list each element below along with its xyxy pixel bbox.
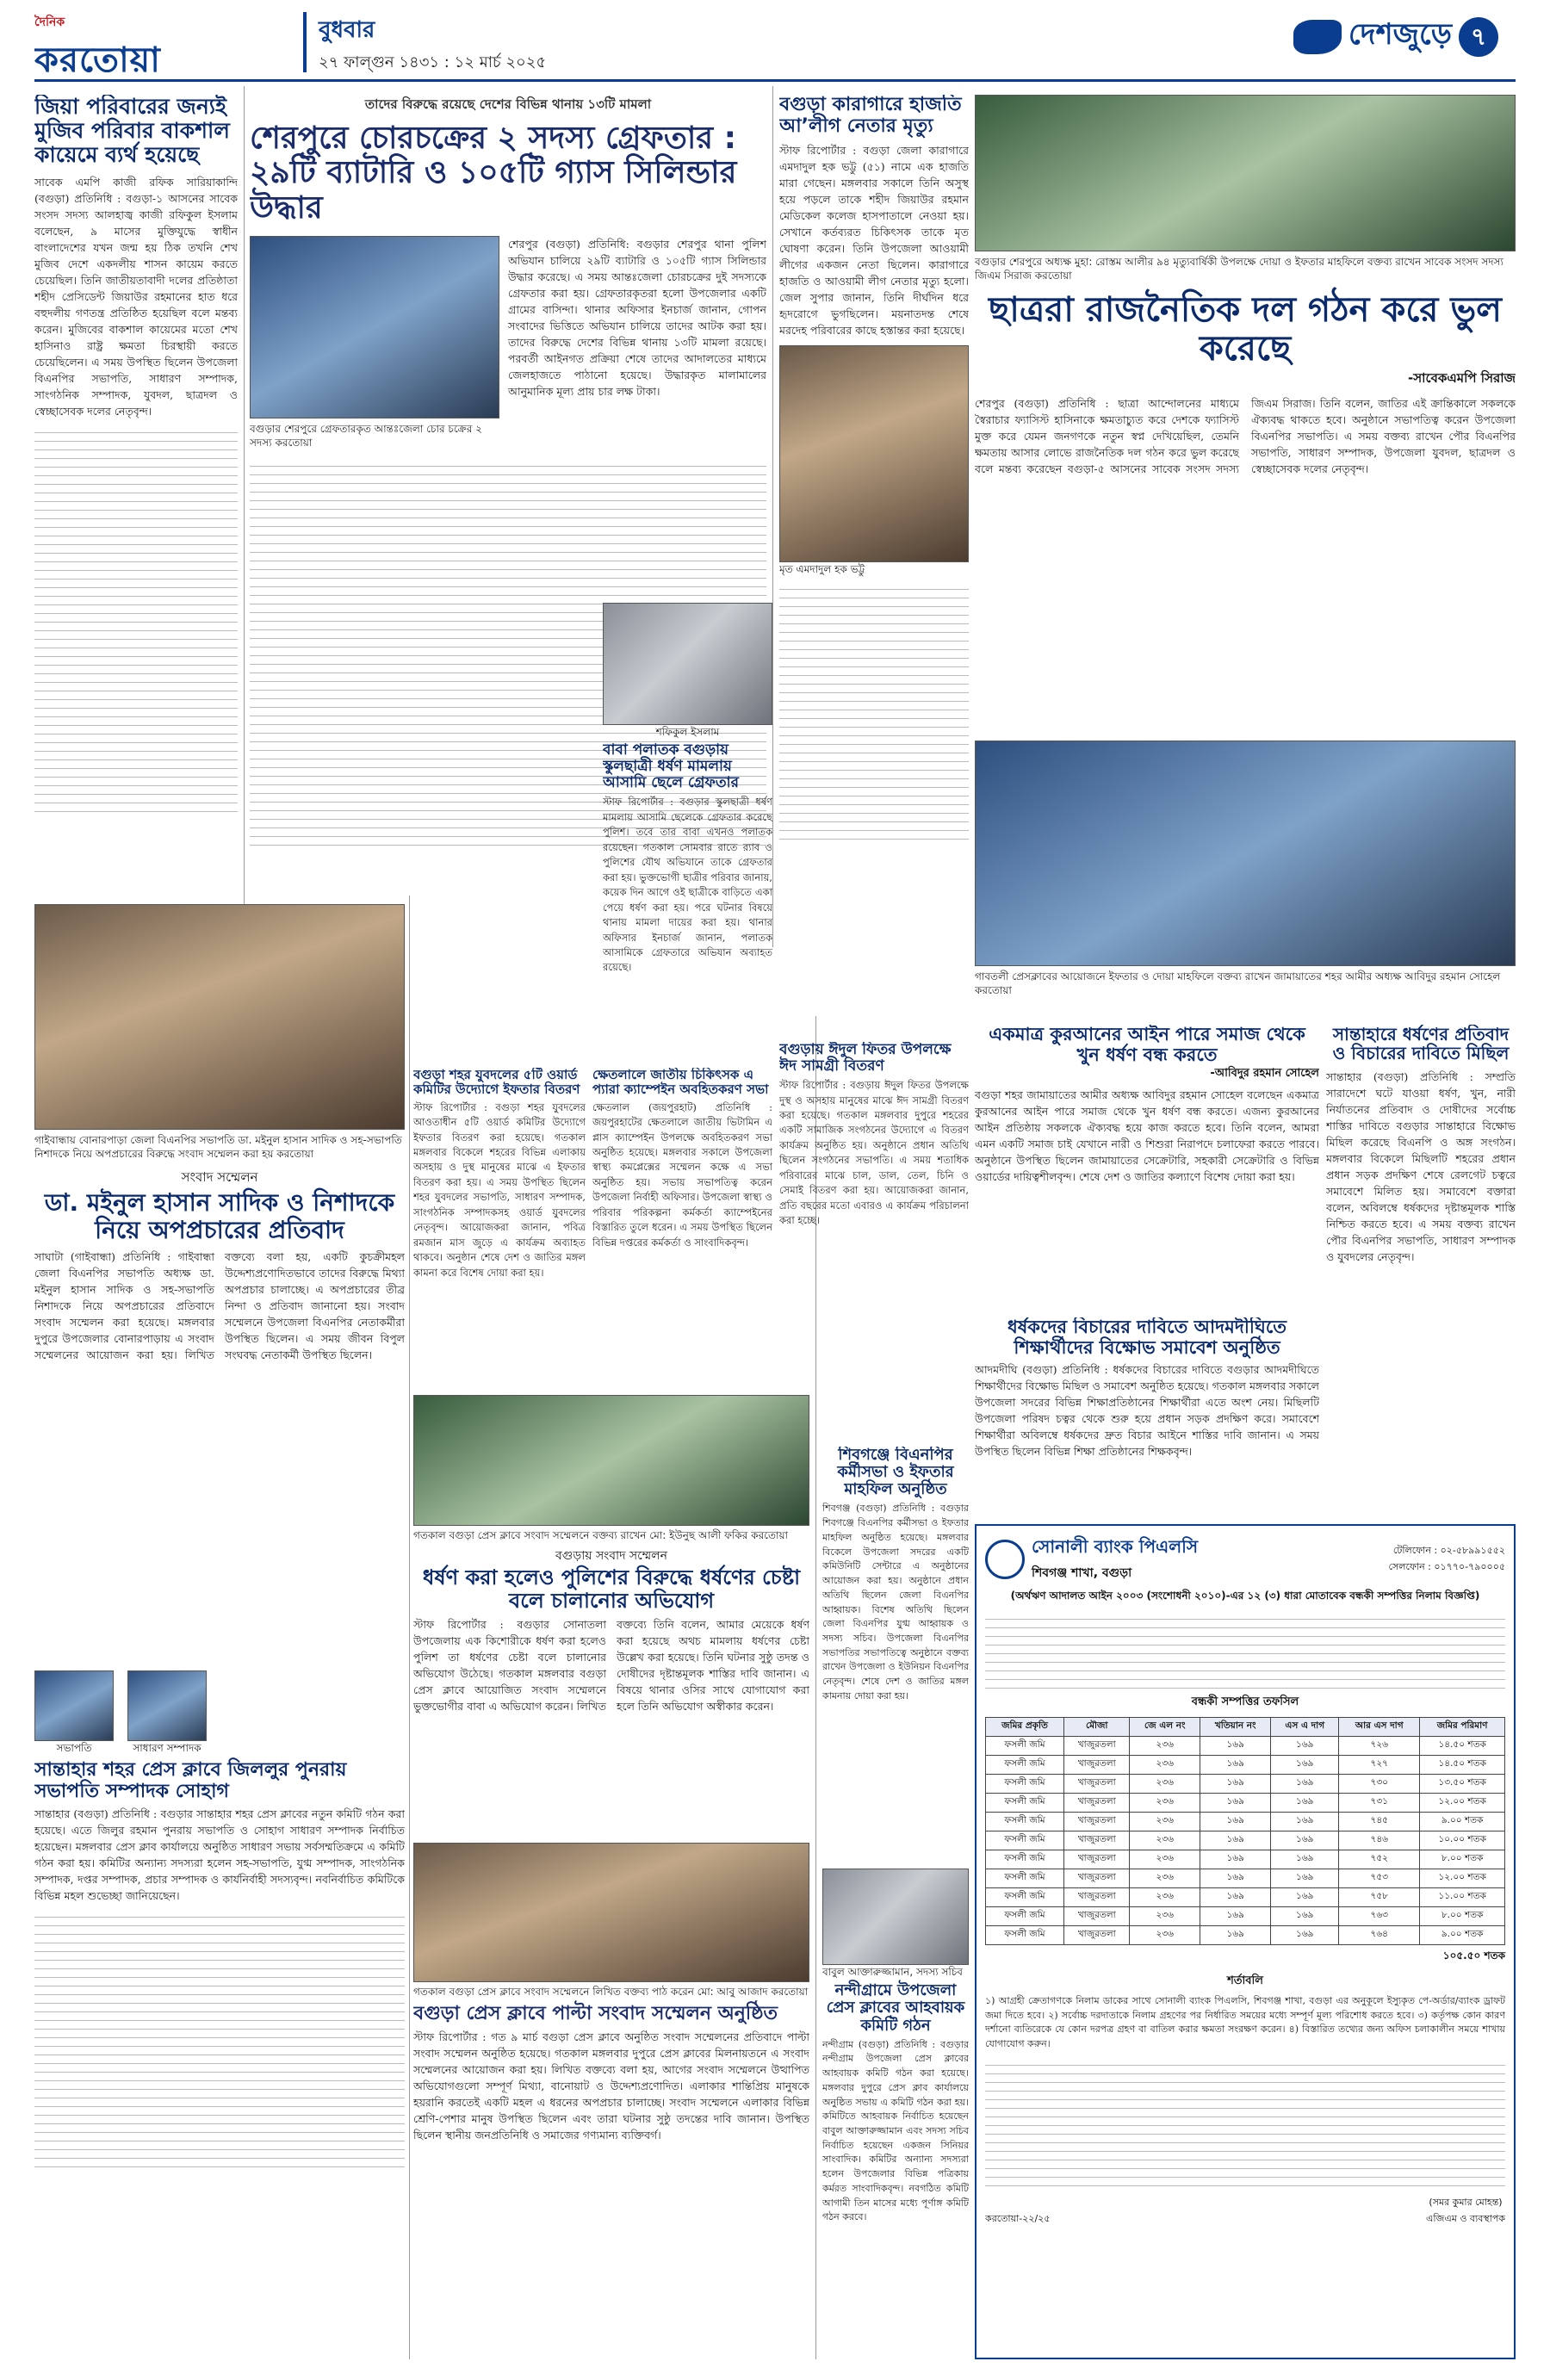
article-body: শেরপুর (বগুড়া) প্রতিনিধি : ছাত্রা আন্দোলনের মাধ্যমে স্বৈরাচার ফ্যাসিস্ট হাসিনাকে ক্ষমতাচ্যুত করে দেশকে ফ্যাসিস্ট মুক্ত করে যেমন জনগণকে নতুন স্বপ্ন দেখিয়েছিল, তেমনি ক্ষমতায় আসার লোভে রাজনৈতিক দল গঠন করে ভুল করেছে বলে মন্তব্য করেছেন বগুড়া-৫ আসনের সাবেক সংসদ সদস্য জিএম সিরাজ। তিনি বলেন, জাতির এই ক্রান্তিকালে সকলকে ঐক্যবদ্ধ থাকতে হবে। অনুষ্ঠানে সভাপতিত্ব করেন উপজেলা বিএনপির সভাপতি। এ সময় বক্তব্য রাখেন পৌর বিএনপির সভাপতি, সাধারণ সম্পাদক, উপজেলা যুবদল, ছাত্রদল ও স্বেচ্ছাসেবক দলের নেতৃবৃন্দ। bbox=[975, 396, 1516, 475]
accused-photo bbox=[603, 603, 772, 725]
table-row bbox=[986, 1869, 1505, 1888]
table-cell: ১৬৯ bbox=[1271, 1794, 1339, 1813]
press-club-photo bbox=[413, 1395, 809, 1526]
designation: এজিএম ও ব্যবস্থাপক bbox=[1426, 2212, 1505, 2224]
branch-name: শিবগঞ্জ শাখা, বগুড়া bbox=[1032, 1566, 1132, 1580]
table-cell: ১৬৯ bbox=[1271, 1775, 1339, 1794]
headline: একমাত্র কুরআনের আইন পারে সমাজ থেকে খুন ধর্ষণ বন্ধ করতে bbox=[989, 1025, 1305, 1065]
headline: জিয়া পরিবারের জন্যই মুজিব পরিবার বাকশাল কায়েমে ব্যর্থ হয়েছে bbox=[34, 95, 230, 167]
table-cell: ১৪.৫০ শতক bbox=[1420, 1737, 1505, 1756]
date: ২৭ ফাল্গুন ১৪৩১ : ১২ মার্চ ২০২৫ bbox=[319, 53, 547, 71]
schedule-title: বন্ধকী সম্পত্তির তফসিল bbox=[1191, 1695, 1299, 1708]
day: বুধবার bbox=[319, 17, 375, 43]
table-cell: খাজুরতলা bbox=[1064, 1813, 1130, 1831]
table-cell: ফসলী জমি bbox=[986, 1813, 1064, 1831]
article-text-continued bbox=[34, 1909, 405, 2167]
terms-text-continued bbox=[985, 2057, 1505, 2186]
photo-caption: শফিকুল ইসলাম bbox=[655, 726, 720, 738]
table-cell: ৮.০০ শতক bbox=[1420, 1850, 1505, 1869]
table-row bbox=[986, 1850, 1505, 1869]
article-santahar-press-club bbox=[34, 1670, 405, 2359]
article-student-rape-case bbox=[603, 603, 772, 1059]
table-cell: ১৬৯ bbox=[1271, 1907, 1339, 1926]
table-cell: ১৩.৫০ শতক bbox=[1420, 1775, 1505, 1794]
table-cell: খাজুরতলা bbox=[1064, 1775, 1130, 1794]
photo-caption: গাইবান্ধায় বোনারপাড়া জেলা বিএনপির সভাপতি ডা. মইনুল হাসান সাদিক ও সহ-সভাপতি নিশাদকে নিয়ে অপপ্রচারের বিরুদ্ধে সংবাদ সম্মেলন করা হয় করতোয়া bbox=[34, 1134, 402, 1161]
headline: বগুড়া প্রেস ক্লাবে পাল্টা সংবাদ সম্মেলন অনুষ্ঠিত bbox=[413, 2003, 778, 2025]
table-cell: খাজুরতলা bbox=[1064, 1756, 1130, 1775]
table-cell: ১৬৯ bbox=[1271, 1813, 1339, 1831]
phone: টেলিফোন : ০২-৫৮৯৯১৫৫২ bbox=[1392, 1544, 1505, 1556]
table-cell: ৯.০০ শতক bbox=[1420, 1813, 1505, 1831]
table-cell: ২৩৬ bbox=[1130, 1794, 1200, 1813]
table-cell: ১৬৯ bbox=[1271, 1926, 1339, 1945]
photo-caption: মৃত এমদাদুল হক ভট্টু bbox=[779, 563, 865, 576]
article-body: স্টাফ রিপোর্টার : বগুড়ার সোনাতলা উপজেলায় এক কিশোরীকে ধর্ষণ করা হলেও পুলিশ তা ধর্ষণের চেষ্টা বলে চালানোর অভিযোগ উঠেছে। গতকাল মঙ্গলবার বগুড়া প্রেস ক্লাবে আয়োজিত সংবাদ সম্মেলনে ভুক্তভোগীর বাবা এ অভিযোগ করেন। লিখিত বক্তব্যে তিনি বলেন, আমার মেয়েকে ধর্ষণ করা হয়েছে অথচ মামলায় ধর্ষণের চেষ্টা উল্লেখ করা হয়েছে। তিনি ঘটনার সুষ্ঠু তদন্ত ও দোষীদের দৃষ্টান্তমূলক শাস্তির দাবি জানান। এ বিষয়ে থানার ওসির সাথে যোগাযোগ করা হলে তিনি অভিযোগ অস্বীকার করেন। bbox=[413, 1617, 809, 1713]
section-header bbox=[1188, 12, 1498, 72]
press-conference-photo bbox=[34, 904, 405, 1130]
article-body: ক্ষেতলাল (জয়পুরহাট) প্রতিনিধি : জয়পুরহাটের ক্ষেতলালে জাতীয় ভিটামিন এ প্লাস ক্যাম্পেইন উপলক্ষে অবহিতকরণ সভা অনুষ্ঠিত হয়েছে। মঙ্গলবার সকালে উপজেলা স্বাস্থ্য কমপ্লেক্সের সম্মেলন কক্ষে এ সভা অনুষ্ঠিত হয়। সভায় সভাপতিত্ব করেন উপজেলা নির্বাহী অফিসার। উপজেলা স্বাস্থ্য ও পরিবার পরিকল্পনা কর্মকর্তা ক্যাম্পেইনের বিস্তারিত তুলে ধরেন। এ সময় উপস্থিত ছিলেন বিভিন্ন দপ্তরের কর্মকর্তা ও সাংবাদিকবৃন্দ। bbox=[592, 1100, 772, 1249]
table-row bbox=[986, 1907, 1505, 1926]
headline: ধর্ষকদের বিচারের দাবিতে আদমদীঘিতে শিক্ষার্থীদের বিক্ষোভ সমাবেশ অনুষ্ঠিত bbox=[1007, 1317, 1287, 1358]
article-santahar-protest bbox=[1326, 1025, 1516, 1515]
table-cell: ১৬৯ bbox=[1200, 1869, 1271, 1888]
headline: সান্তাহারে ধর্ষণের প্রতিবাদ ও বিচারের দাবিতে মিছিল bbox=[1332, 1025, 1510, 1064]
table-cell: খাজুরতলা bbox=[1064, 1907, 1130, 1926]
table-cell: ৭৫২ bbox=[1339, 1850, 1420, 1869]
article-body: স্টাফ রিপোর্টার : বগুড়ায় ঈদুল ফিতর উপলক্ষে দুস্থ ও অসহায় মানুষের মাঝে ঈদ সামগ্রী বিতরণ করা হয়েছে। গতকাল মঙ্গলবার দুপুরে শহরের একটি সামাজিক সংগঠনের উদ্যোগে এ বিতরণ কার্যক্রম অনুষ্ঠিত হয়। অনুষ্ঠানে প্রধান অতিথি ছিলেন সংগঠনের সভাপতি। এ সময় শতাধিক পরিবারের মাঝে চাল, ডাল, তেল, চিনি ও সেমাই বিতরণ করা হয়। আয়োজকরা জানান, প্রতি বছরের মতো এবারও এ কার্যক্রম পরিচালনা করা হচ্ছে। bbox=[779, 1079, 969, 1227]
table-cell: ৯.০০ শতক bbox=[1420, 1926, 1505, 1945]
table-cell: ফসলী জমি bbox=[986, 1926, 1064, 1945]
headline: ক্ষেতলালে জাতীয় চিকিৎসক এ প্যারা ক্যাম্পেইন অবহিতকরণ সভা bbox=[592, 1068, 769, 1097]
table-cell: খাজুরতলা bbox=[1064, 1926, 1130, 1945]
arrest-photo bbox=[250, 236, 499, 418]
table-cell: ২৩৬ bbox=[1130, 1831, 1200, 1850]
headline: বগুড়া শহর যুবদলের ৫টি ওয়ার্ড কমিটির উদ্যোগে ইফতার বিতরণ bbox=[413, 1068, 580, 1097]
table-header: মৌজা bbox=[1064, 1718, 1130, 1737]
headline: শিবগঞ্জে বিএনপির কর্মীসভা ও ইফতার মাহফিল অনুষ্ঠিত bbox=[837, 1447, 954, 1499]
table-cell: ফসলী জমি bbox=[986, 1794, 1064, 1813]
table-cell: ৭৪৫ bbox=[1339, 1813, 1420, 1831]
table-row bbox=[986, 1831, 1505, 1850]
sonali-bank-auction-notice bbox=[975, 1524, 1516, 2359]
table-header: জমির পরিমাণ bbox=[1420, 1718, 1505, 1737]
table-cell: ১৬৯ bbox=[1200, 1907, 1271, 1926]
article-police-allegation bbox=[413, 1395, 809, 1834]
attribution: -আবিদুর রহমান সোহেল bbox=[1210, 1067, 1319, 1081]
table-row bbox=[986, 1775, 1505, 1794]
table-cell: ১৬৯ bbox=[1200, 1813, 1271, 1831]
cellphone: সেলফোন : ০১৭৭০-৭৯০০০৫ bbox=[1388, 1560, 1505, 1572]
kicker: তাদের বিরুদ্ধে রয়েছে দেশের বিভিন্ন থানায় ১৩টি মামলা bbox=[364, 96, 652, 112]
bank-logo-icon bbox=[985, 1540, 1025, 1579]
table-cell: ৮.০০ শতক bbox=[1420, 1907, 1505, 1926]
table-cell: ফসলী জমি bbox=[986, 1907, 1064, 1926]
table-row bbox=[986, 1926, 1505, 1945]
table-cell: ১৬৯ bbox=[1271, 1888, 1339, 1907]
secretary-photo bbox=[127, 1670, 207, 1741]
table-cell: খাজুরতলা bbox=[1064, 1831, 1130, 1850]
table-header: খতিয়ান নং bbox=[1200, 1718, 1271, 1737]
photo-gabtoli-iftar bbox=[975, 741, 1516, 1016]
photo-caption: সভাপতি bbox=[56, 1742, 92, 1754]
table-cell: ১৬৯ bbox=[1200, 1888, 1271, 1907]
article-nandigram-press-club bbox=[822, 1869, 969, 2359]
table-cell: ১০.০০ শতক bbox=[1420, 1831, 1505, 1850]
table-cell: ১৬৯ bbox=[1200, 1756, 1271, 1775]
president-photo bbox=[34, 1670, 114, 1741]
table-cell: ৭৬৪ bbox=[1339, 1926, 1420, 1945]
table-cell: ২৩৬ bbox=[1130, 1888, 1200, 1907]
article-body: সান্তাহার (বগুড়া) প্রতিনিধি : বগুড়ার সান্তাহার শহর প্রেস ক্লাবের নতুন কমিটি গঠন করা হয়েছে। এতে জিলুর রহমান পুনরায় সভাপতি ও সোহাগ সাধারণ সম্পাদক নির্বাচিত হয়েছেন। মঙ্গলবার প্রেস ক্লাব কার্যালয়ে অনুষ্ঠিত সাধারণ সভায় সর্বসম্মতিক্রমে এ কমিটি গঠন করা হয়। কমিটির অন্যান্য সদস্যরা হলেন সহ-সভাপতি, যুগ্ম সম্পাদক, সাংগঠনিক সম্পাদক, দপ্তর সম্পাদক, প্রচার সম্পাদক ও কার্যনির্বাহী সদস্যবৃন্দ। নবনির্বাচিত কমিটিকে বিভিন্ন মহল শুভেচ্ছা জানিয়েছেন। bbox=[34, 1807, 405, 1903]
article-body: স্টাফ রিপোর্টার : বগুড়া শহর যুবদলের আওতাধীন ৫টি ওয়ার্ড কমিটির উদ্যোগে ইফতার বিতরণ করা হয়েছে। গতকাল মঙ্গলবার বিকেলে শহরের বিভিন্ন এলাকায় অসহায় ও দুস্থ মানুষের মাঝে এ ইফতার বিতরণ করা হয়। এ সময় উপস্থিত ছিলেন শহর যুবদলের সভাপতি, সাধারণ সম্পাদক, সাংগঠনিক সম্পাদকসহ ওয়ার্ড যুবদলের নেতৃবৃন্দ। আয়োজকরা জানান, পবিত্র রমজান মাস জুড়ে এ কার্যক্রম অব্যাহত থাকবে। অনুষ্ঠান শেষে দেশ ও জাতির মঙ্গল কামনা করে বিশেষ দোয়া করা হয়। bbox=[413, 1100, 586, 1279]
masthead-logo bbox=[34, 12, 293, 72]
photo-caption: সাধারণ সম্পাদক bbox=[133, 1742, 202, 1754]
table-cell: ১৬৯ bbox=[1271, 1831, 1339, 1850]
table-cell: ২৩৬ bbox=[1130, 1926, 1200, 1945]
headline: নন্দীগ্রামে উপজেলা প্রেস ক্লাবের আহবায়ক কমিটি গঠন bbox=[826, 1981, 965, 2035]
table-row bbox=[986, 1813, 1505, 1831]
kicker: সংবাদ সম্মেলন bbox=[181, 1169, 258, 1186]
photo-caption: গতকাল বগুড়া প্রেস ক্লাবে সংবাদ সম্মেলনে বক্তব্য রাখেন মো: ইউনুছ আলী ফকির করতোয়া bbox=[413, 1529, 789, 1541]
notice-title: (অর্থঋণ আদালত আইন ২০০৩ (সংশোধনী ২০১০)-এর ১২ (৩) ধারা মোতাবেক বন্ধকী সম্পত্তির নিলাম বিজ্ঞপ্তি) bbox=[1010, 1590, 1480, 1602]
article-vitamin-campaign bbox=[592, 1068, 772, 1386]
table-cell: ১৬৯ bbox=[1200, 1926, 1271, 1945]
article-quran-law bbox=[975, 1025, 1319, 1309]
table-cell: ফসলী জমি bbox=[986, 1888, 1064, 1907]
table-row bbox=[986, 1756, 1505, 1775]
table-cell: ১২.০০ শতক bbox=[1420, 1794, 1505, 1813]
article-jail-death bbox=[779, 95, 969, 1033]
page-number: ৭ bbox=[1459, 17, 1498, 57]
table-cell: ১৬৯ bbox=[1200, 1831, 1271, 1850]
table-cell: ৭৫৮ bbox=[1339, 1888, 1420, 1907]
iftar-mahfil-photo bbox=[975, 741, 1516, 966]
terms-text: ১) আগ্রহী ক্রেতাগণকে নিলাম ডাকের সাথে সোনালী ব্যাংক পিএলসি, শিবগঞ্জ শাখা, বগুড়া এর অনুকূলে ইস্যুকৃত পে-অর্ডার/ব্যাংক ড্রাফট জমা দিতে হবে। ২) সর্বোচ্চ দরদাতাকে নিলাম গ্রহণের পর নির্ধারিত সময়ের মধ্যে সম্পূর্ণ মূল্য পরিশোধ করতে হবে। ৩) কর্তৃপক্ষ কোন কারণ দর্শানো ব্যতিরেকে যে কোন দরপত্র গ্রহণ বা বাতিল করার ক্ষমতা সংরক্ষণ করেন। ৪) বিস্তারিত তথ্যের জন্য অফিস চলাকালীন সময়ে শাখায় যোগাযোগ করুন। bbox=[985, 1995, 1505, 2050]
table-cell: ২৩৬ bbox=[1130, 1737, 1200, 1756]
article-students-party bbox=[975, 95, 1516, 732]
article-body: সান্তাহার (বগুড়া) প্রতিনিধি : সম্প্রতি সারাদেশে ঘটে যাওয়া ধর্ষণ, খুন, নারী নির্যাতনের প্রতিবাদ ও দোষীদের সর্বোচ্চ শাস্তির দাবিতে বগুড়ার সান্তাহারে বিক্ষোভ মিছিল করেছে বিএনপি ও অঙ্গ সংগঠন। মঙ্গলবার বিকেলে মিছিলটি শহরের প্রধান প্রধান সড়ক প্রদক্ষিণ শেষে রেলগেট চত্বরে সমাবেশে মিলিত হয়। সমাবেশে বক্তারা বলেন, অবিলম্বে ধর্ষকদের দৃষ্টান্তমূলক শাস্তি নিশ্চিত করতে হবে। এ সময় বক্তব্য রাখেন পৌর বিএনপির সভাপতি, সাধারণ সম্পাদক ও যুবদলের নেতৃবৃন্দ। bbox=[1326, 1069, 1516, 1263]
article-body: নন্দীগ্রাম (বগুড়া) প্রতিনিধি : বগুড়ার নন্দীগ্রাম উপজেলা প্রেস ক্লাবের আহবায়ক কমিটি গঠন করা হয়েছে। মঙ্গলবার দুপুরে প্রেস ক্লাব কার্যালয়ে অনুষ্ঠিত সভায় এ কমিটি গঠন করা হয়। কমিটিতে আহবায়ক নির্বাচিত হয়েছেন বাবুল আক্তারুজ্জামান এবং সদস্য সচিব নির্বাচিত হয়েছেন একজন সিনিয়র সাংবাদিক। কমিটির অন্যান্য সদস্যরা হলেন উপজেলার বিভিন্ন পত্রিকায় কর্মরত সাংবাদিকবৃন্দ। নবগঠিত কমিটি আগামী তিন মাসের মধ্যে পূর্ণাঙ্গ কমিটি গঠন করবে। bbox=[822, 2038, 969, 2223]
article-body: আদমদীঘি (বগুড়া) প্রতিনিধি : ধর্ষকদের বিচারের দাবিতে বগুড়ার আদমদীঘিতে শিক্ষার্থীদের বিক্ষোভ মিছিল ও সমাবেশ অনুষ্ঠিত হয়েছে। গতকাল মঙ্গলবার সকালে উপজেলা সদরের বিভিন্ন শিক্ষাপ্রতিষ্ঠানের শিক্ষার্থীরা এতে অংশ নেয়। মিছিলটি উপজেলা পরিষদ চত্বর থেকে শুরু হয়ে প্রধান সড়ক প্রদক্ষিণ করে। সমাবেশে শিক্ষার্থীরা অবিলম্বে ধর্ষকদের দ্রুত বিচার আইনে শাস্তির দাবি জানান। এ সময় উপস্থিত ছিলেন বিভিন্ন শিক্ষা প্রতিষ্ঠানের শিক্ষকবৃন্দ। bbox=[975, 1363, 1319, 1459]
table-header: জমির প্রকৃতি bbox=[986, 1718, 1064, 1737]
photo-caption: বাবুল আক্তারুজ্জামান, সদস্য সচিব bbox=[822, 1966, 963, 1978]
table-cell: ১৬৯ bbox=[1271, 1737, 1339, 1756]
table-cell: ১৬৯ bbox=[1271, 1756, 1339, 1775]
article-body: শেরপুর (বগুড়া) প্রতিনিধি: বগুড়ার শেরপুর থানা পুলিশ অভিযান চালিয়ে ২৯টি ব্যাটারি ও ১০৫টি গ্যাস সিলিন্ডার উদ্ধার করেছে। এ সময় আন্তঃজেলা চোরচক্রের দুই সদস্যকে গ্রেফতার করা হয়। গ্রেফতারকৃতরা হলো উপজেলার একটি গ্রামের বাসিন্দা। থানার অফিসার ইনচার্জ জানান, গোপন সংবাদের ভিত্তিতে অভিযান চালিয়ে তাদের আটক করা হয়। তাদের বিরুদ্ধে দেশের বিভিন্ন থানায় ১৩টি মামলা রয়েছে। পরবর্তী আইনগত প্রক্রিয়া শেষে তাদের আদালতের মাধ্যমে জেলহাজতে পাঠানো হয়েছে। উদ্ধারকৃত মালামালের আনুমানিক মূল্য প্রায় চার লক্ষ টাকা। bbox=[508, 237, 766, 398]
table-row bbox=[986, 1737, 1505, 1756]
table-cell: ৭৩১ bbox=[1339, 1794, 1420, 1813]
article-body: বগুড়া শহর জামায়াতের আমীর অধ্যক্ষ আবিদুর রহমান সোহেল বলেছেন একমাত্র কুরআনের আইন পারে সমাজ থেকে খুন ধর্ষণ বন্ধ করতে। এজন্য কুরআনের আইন প্রতিষ্ঠায় সকলকে ঐক্যবদ্ধ হয়ে কাজ করতে হবে। তিনি বলেন, আমরা এমন একটি সমাজ চাই যেখানে নারী ও শিশুরা নিরাপদে চলাফেরা করতে পারবে। অনুষ্ঠানে উপস্থিত ছিলেন জামায়াতের সেক্রেটারি, সহকারী সেক্রেটারি ও বিভিন্ন ওয়ার্ডের দায়িত্বশীলবৃন্দ। শেষে দেশ ও জাতির কল্যাণে বিশেষ দোয়া করা হয়। bbox=[975, 1088, 1319, 1184]
headline: শেরপুরে চোরচক্রের ২ সদস্য গ্রেফতার : ২৯টি ব্যাটারি ও ১০৫টি গ্যাস সিলিন্ডার উদ্ধার bbox=[250, 121, 737, 226]
masthead-rule bbox=[34, 79, 1516, 82]
article-body: স্টাফ রিপোর্টার : বগুড়ার স্কুলছাত্রী ধর্ষণ মামলায় আসামি ছেলেকে গ্রেফতার করেছে পুলিশ। তবে তার বাবা এখনও পলাতক রয়েছেন। গতকাল সোমবার রাতে র‍্যাব ও পুলিশের যৌথ অভিযানে তাকে গ্রেফতার করা হয়। ভুক্তভোগী ছাত্রীর পরিবার জানায়, কয়েক দিন আগে ওই ছাত্রীকে বাড়িতে একা পেয়ে ধর্ষণ করা হয়। পরে ঘটনার বিষয়ে থানায় মামলা দায়ের করা হয়। থানার অফিসার ইনচার্জ জানান, পলাতক আসামিকে গ্রেফতারে অভিযান অব্যাহত রয়েছে। bbox=[603, 796, 772, 974]
dateline bbox=[303, 12, 734, 72]
table-cell: ১২.০০ শতক bbox=[1420, 1869, 1505, 1888]
headline: ডা. মইনুল হাসান সাদিক ও নিশাদকে নিয়ে অপপ্রচারের প্রতিবাদ bbox=[44, 1188, 395, 1244]
table-cell: ১১.০০ শতক bbox=[1420, 1888, 1505, 1907]
bank-name: সোনালী ব্যাংক পিএলসি bbox=[1032, 1536, 1199, 1557]
photo-caption: বগুড়ার শেরপুরে অধ্যক্ষ মুহা: রোস্তম আলীর ৯৪ মৃত্যুবার্ষিকী উপলক্ষে দোয়া ও ইফতার মাহফিলে বক্তব্য রাখেন সাবেক সংসদ সদস্য জিএম সিরাজ করতোয়া bbox=[975, 256, 1504, 282]
headline: বগুড়া কারাগারে হাজতি আ’লীগ নেতার মৃত্যু bbox=[779, 95, 962, 137]
table-cell: ২৩৬ bbox=[1130, 1850, 1200, 1869]
table-cell: ১৬৯ bbox=[1271, 1869, 1339, 1888]
table-row bbox=[986, 1888, 1505, 1907]
table-cell: ৭৫৩ bbox=[1339, 1869, 1420, 1888]
table-cell: ফসলী জমি bbox=[986, 1775, 1064, 1794]
member-photos bbox=[822, 1869, 969, 1965]
table-cell: ১৬৯ bbox=[1200, 1737, 1271, 1756]
table-cell: ৭৪৬ bbox=[1339, 1831, 1420, 1850]
headline: ধর্ষণ করা হলেও পুলিশের বিরুদ্ধে ধর্ষণের চেষ্টা বলে চালানোর অভিযোগ bbox=[422, 1565, 801, 1614]
article-body: সাবেক এমপি কাজী রফিক সারিয়াকান্দি (বগুড়া) প্রতিনিধি : বগুড়া-১ আসনের সাবেক সংসদ সদস্য আলহাজ্ব কাজী রফিকুল ইসলাম বলেছেন, ৯ মাসের মুক্তিযুদ্ধে স্বাধীন বাংলাদেশের যখন জন্ম হয় ঠিক তখনি শেখ মুজিব দেশে একদলীয় শাসন কায়েম করতে চেয়েছিল। তিনি জাতীয়তাবাদী দলের প্রতিষ্ঠাতা শহীদ প্রেসিডেন্ট জিয়াউর রহমানের হাত ধরে বহুদলীয় গণতন্ত্র প্রতিষ্ঠিত হয়েছিল বলে মন্তব্য করেন। মুজিবের বাকশাল কায়েমের মতো শেখ হাসিনাও রাষ্ট্র ক্ষমতা চিরস্থায়ী করতে চেয়েছিলেন। এ সময় উপস্থিত ছিলেন উপজেলা বিএনপির সভাপতি, সাধারণ সম্পাদক, সাংগঠনিক সম্পাদক, যুবদল, ছাত্রদল ও স্বেচ্ছাসেবক দলের নেতৃবৃন্দ। bbox=[34, 176, 238, 418]
table-cell: ১৬৯ bbox=[1200, 1850, 1271, 1869]
property-schedule-table bbox=[985, 1717, 1505, 1945]
table-cell: ফসলী জমি bbox=[986, 1850, 1064, 1869]
article-moinul-hasan bbox=[34, 904, 405, 1670]
table-cell: ফসলী জমি bbox=[986, 1756, 1064, 1775]
table-cell: খাজুরতলা bbox=[1064, 1794, 1130, 1813]
article-body: স্টাফ রিপোর্টার : গত ৯ মার্চ বগুড়া প্রেস ক্লাবে অনুষ্ঠিত সংবাদ সম্মেলনের প্রতিবাদে পাল্টা সংবাদ সম্মেলন অনুষ্ঠিত হয়েছে। গতকাল মঙ্গলবার দুপুরে প্রেস ক্লাবের মিলনায়তনে এ সংবাদ সম্মেলনের আয়োজন করা হয়। লিখিত বক্তব্যে বলা হয়, আগের সংবাদ সম্মেলনে উত্থাপিত অভিযোগগুলো সম্পূর্ণ মিথ্যা, বানোয়াট ও উদ্দেশ্যপ্রণোদিত। এলাকার শান্তিপ্রিয় মানুষকে হয়রানি করতেই একটি মহল এ ধরনের অপপ্রচার চালাচ্ছে। সংবাদ সম্মেলনে এলাকার বিভিন্ন শ্রেণি-পেশার মানুষ উপস্থিত ছিলেন এবং তারা ঘটনার সুষ্ঠু তদন্তের দাবি জানান। উপস্থিত ছিলেন স্থানীয় জনপ্রতিনিধি ও সমাজের গণ্যমান্য ব্যক্তিবর্গ। bbox=[413, 2030, 809, 2141]
photo-caption: বগুড়ার শেরপুরে গ্রেফতারকৃত আন্তঃজেলা চোর চক্রের ২ সদস্য করতোয়া bbox=[250, 422, 482, 449]
notice-text bbox=[985, 1611, 1505, 1689]
table-header: জে এল নং bbox=[1130, 1718, 1200, 1737]
total-land: ১০৫.৫০ শতক bbox=[1442, 1949, 1505, 1962]
article-text-continued bbox=[779, 581, 969, 840]
article-text-continued bbox=[34, 425, 238, 812]
column-divider bbox=[772, 86, 773, 947]
table-cell: খাজুরতলা bbox=[1064, 1850, 1130, 1869]
article-eid-distribution bbox=[779, 1042, 969, 1438]
signature: (সমর কুমার মোহন্ত) bbox=[1429, 2196, 1503, 2208]
table-cell: ২৩৬ bbox=[1130, 1907, 1200, 1926]
headline: বগুড়ায় ঈদুল ফিতর উপলক্ষে ঈদ সামগ্রী বিতরণ bbox=[779, 1042, 952, 1075]
article-body: সাঘাটা (গাইবান্ধা) প্রতিনিধি : গাইবান্ধা জেলা বিএনপির সভাপতি অধ্যক্ষ ডা. মইনুল হাসান সাদিক ও সহ-সভাপতি নিশাদকে নিয়ে অপপ্রচারের প্রতিবাদে সংবাদ সম্মেলন করা হয়েছে। মঙ্গলবার দুপুরে উপজেলার বোনারপাড়ায় এ সংবাদ সম্মেলনের আয়োজন করা হয়। লিখিত বক্তব্যে বলা হয়, একটি কুচক্রীমহল উদ্দেশ্যপ্রণোদিতভাবে তাদের বিরুদ্ধে মিথ্যা অপপ্রচার চালাচ্ছে। এ অপপ্রচারের তীব্র নিন্দা ও প্রতিবাদ জানানো হয়। সংবাদ সম্মেলনে উপজেলা বিএনপির নেতাকর্মীরা উপস্থিত ছিলেন। এ সময় জীবন বিপুল সংঘবদ্ধ নেতাকর্মী উপস্থিত ছিলেন। bbox=[34, 1250, 405, 1362]
column-divider bbox=[244, 86, 245, 947]
table-row bbox=[986, 1794, 1505, 1813]
terms-title: শর্তাবলি bbox=[1227, 1974, 1263, 1987]
table-cell: ১৬৯ bbox=[1200, 1794, 1271, 1813]
table-cell: খাজুরতলা bbox=[1064, 1888, 1130, 1907]
table-header: এস এ দাগ bbox=[1271, 1718, 1339, 1737]
reference: করতোয়া-২২/২৫ bbox=[985, 2212, 1051, 2224]
attribution: -সাবেকএমপি সিরাজ bbox=[1407, 369, 1516, 386]
headline: বাবা পলাতক বগুড়ায় স্কুলছাত্রী ধর্ষণ মামলায় আসামি ছেলে গ্রেফতার bbox=[603, 741, 739, 792]
article-body: শিবগঞ্জ (বগুড়া) প্রতিনিধি : বগুড়ার শিবগঞ্জে বিএনপির কর্মীসভা ও ইফতার মাহফিল অনুষ্ঠিত হয়েছে। মঙ্গলবার বিকেলে উপজেলা সদরের একটি কমিউনিটি সেন্টারে এ অনুষ্ঠানের আয়োজন করা হয়। অনুষ্ঠানে প্রধান অতিথি ছিলেন জেলা বিএনপির আহ্বায়ক। বিশেষ অতিথি ছিলেন জেলা বিএনপির যুগ্ম আহ্বায়ক ও সদস্য সচিব। উপজেলা বিএনপির সভাপতির সভাপতিত্বে অনুষ্ঠানে বক্তব্য রাখেন উপজেলা ও ইউনিয়ন বিএনপির নেতৃবৃন্দ। শেষে দেশ ও জাতির মঙ্গল কামনায় দোয়া করা হয়। bbox=[822, 1503, 969, 1701]
counter-press-photo bbox=[413, 1843, 809, 1982]
photo-caption: গতকাল বগুড়া প্রেস ক্লাবে সংবাদ সম্মেলনে লিখিত বক্তব্য পাঠ করেন মো: আবু আজাদ করতোয়া bbox=[413, 1986, 809, 1998]
table-cell: ৭৬৩ bbox=[1339, 1907, 1420, 1926]
table-cell: ৭২৬ bbox=[1339, 1737, 1420, 1756]
column-divider bbox=[409, 896, 410, 2359]
section-name: দেশজুড়ে bbox=[1348, 17, 1452, 52]
headline: সান্তাহার শহর প্রেস ক্লাবে জিললুর পুনরায় সভাপতি সম্পাদক সোহাগ bbox=[34, 1759, 347, 1802]
table-cell: ১৪.৫০ শতক bbox=[1420, 1756, 1505, 1775]
article-jubodal-iftar bbox=[413, 1068, 586, 1386]
bangladesh-map-icon bbox=[1293, 20, 1342, 54]
table-header: আর এস দাগ bbox=[1339, 1718, 1420, 1737]
table-cell: ফসলী জমি bbox=[986, 1737, 1064, 1756]
table-cell: খাজুরতলা bbox=[1064, 1869, 1130, 1888]
kicker: বগুড়ায় সংবাদ সম্মেলন bbox=[555, 1549, 667, 1564]
table-cell: ১৬৯ bbox=[1271, 1850, 1339, 1869]
deceased-photo bbox=[779, 345, 969, 562]
table-cell: খাজুরতলা bbox=[1064, 1737, 1130, 1756]
article-adamdighi-protest bbox=[975, 1317, 1319, 1515]
table-cell: ২৩৬ bbox=[1130, 1756, 1200, 1775]
headline: ছাত্ররা রাজনৈতিক দল গঠন করে ভুল করেছে bbox=[989, 290, 1502, 369]
brand-small: দৈনিক bbox=[34, 15, 65, 29]
table-cell: ১৬৯ bbox=[1200, 1775, 1271, 1794]
table-cell: ২৩৬ bbox=[1130, 1813, 1200, 1831]
article-body: স্টাফ রিপোর্টার : বগুড়া জেলা কারাগারে এমদাদুল হক ভট্টু (৫১) নামে এক হাজতি মারা গেছেন। মঙ্গলবার সকালে তিনি অসুস্থ হয়ে পড়লে তাকে শহীদ জিয়াউর রহমান মেডিকেল কলেজ হাসপাতালে নেওয়া হয়। সেখানে কর্তব্যরত চিকিৎসক তাকে মৃত ঘোষণা করেন। তিনি উপজেলা আওয়ামী লীগের একজন নেতা ছিলেন। কারাগারে হাজতি ও আওয়ামী লীগ নেতার মৃত্যু হলো। জেল সুপার জানান, তিনি দীর্ঘদিন ধরে হৃদরোগে ভুগছিলেন। ময়নাতদন্ত শেষে মরদেহ পরিবারের কাছে হস্তান্তর করা হয়েছে। bbox=[779, 144, 969, 338]
table-cell: ২৩৬ bbox=[1130, 1775, 1200, 1794]
table-cell: ফসলী জমি bbox=[986, 1831, 1064, 1850]
brand-name: করতোয়া bbox=[34, 40, 161, 72]
article-shibganj-bnp bbox=[822, 1447, 969, 1869]
table-cell: ফসলী জমি bbox=[986, 1869, 1064, 1888]
article-counter-press bbox=[413, 1843, 809, 2359]
article-zia-family bbox=[34, 95, 238, 904]
table-cell: ৭২৭ bbox=[1339, 1756, 1420, 1775]
table-cell: ৭৩০ bbox=[1339, 1775, 1420, 1794]
photo-caption: গাবতলী প্রেসক্লাবের আয়োজনে ইফতার ও দোয়া মাহফিলে বক্তব্য রাখেন জামায়াতের শহর আমীর অধ্যক্ষ আবিদুর রহমান সোহেল করতোয়া bbox=[975, 970, 1501, 997]
iftar-photo bbox=[975, 95, 1516, 251]
table-cell: ২৩৬ bbox=[1130, 1869, 1200, 1888]
